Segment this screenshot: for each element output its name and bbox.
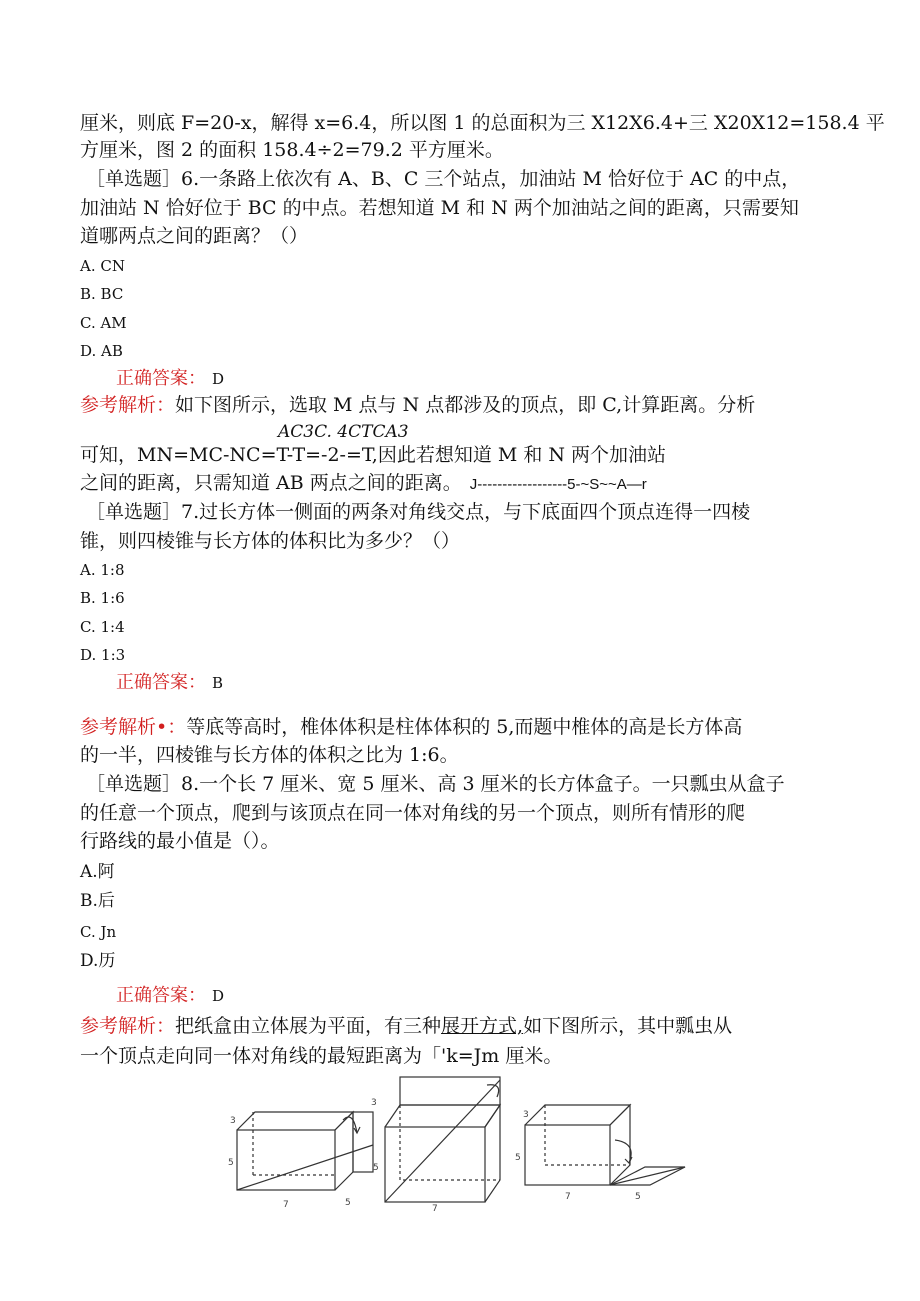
box-3-front <box>525 1125 610 1185</box>
box-3-label-length: 7 <box>565 1192 571 1202</box>
box-2-unfolded-face <box>400 1077 500 1105</box>
box-3-path <box>610 1167 685 1185</box>
q7-stem-line-1: ［单选题］7.过长方体一侧面的两条对角线交点，与下底面四个顶点连得一四棱 <box>86 501 751 523</box>
q7-option-c: C. 1:4 <box>80 618 125 636</box>
q6-option-a: A. CN <box>80 257 125 275</box>
box-1-label-height: 3 <box>230 1116 236 1126</box>
q8-option-a: A.阿 <box>80 862 115 882</box>
q5-text-line-1: 厘米，则底 F=20-x，解得 x=6.4，所以图 1 的总面积为三 X12X6.4+三 X20X12=158.4 平 <box>80 112 885 134</box>
box-2-side <box>485 1105 500 1202</box>
q6-stem-line-3: 道哪两点之间的距离？（） <box>80 225 309 247</box>
q6-analysis-diagram-text: J------------------5-~S~~A—r <box>469 476 647 493</box>
box-2 <box>385 1077 500 1202</box>
q6-stem-line-1: ［单选题］6.一条路上依次有 A、B、C 三个站点，加油站 M 恰好位于 AC 的中点， <box>86 168 801 190</box>
box-1-label-width: 5 <box>228 1158 234 1168</box>
q7-analysis-line-1 <box>80 715 742 739</box>
box-2-arrow <box>487 1085 499 1097</box>
q7-analysis-label: 参考解析•： <box>80 716 187 738</box>
q6-analysis-line-1 <box>80 393 755 417</box>
q8-stem-line-2: 的任意一个顶点，爬到与该顶点在同一体对角线的另一个顶点，则所有情形的爬 <box>80 802 746 824</box>
q8-answer <box>116 984 224 1008</box>
unfolding-figure-svg <box>225 1075 695 1215</box>
q7-option-d: D. 1:3 <box>80 646 126 664</box>
q8-option-c: C. Jn <box>80 923 117 941</box>
q6-analysis-fraction: AC3C. 4CTCA3 <box>278 422 409 442</box>
box-1-label-side: 5 <box>345 1198 351 1208</box>
q6-option-b: B. BC <box>80 285 124 303</box>
box-1 <box>237 1112 373 1190</box>
q6-stem-line-2: 加油站 N 恰好位于 BC 的中点。若想知道 M 和 N 两个加油站之间的距离，只需要知 <box>80 197 799 219</box>
box-3 <box>525 1105 685 1185</box>
box-2-path <box>385 1080 500 1202</box>
box-2-label-length: 7 <box>432 1204 438 1214</box>
q8-analysis-text-1c: 如下图所示，其中瓢虫从 <box>523 1015 733 1037</box>
box-3-arrow <box>615 1140 631 1163</box>
q8-answer-label: 正确答案： <box>116 985 206 1006</box>
box-1-unfolded-face <box>353 1112 373 1172</box>
q6-option-c: C. AM <box>80 314 127 332</box>
box-3-label-width: 5 <box>515 1153 521 1163</box>
box-1-front <box>237 1130 335 1190</box>
q8-analysis-text-1b: 展开方式, <box>441 1015 524 1037</box>
q8-answer-value: D <box>212 987 225 1005</box>
q6-analysis-label: 参考解析： <box>80 394 176 416</box>
q8-analysis-line-2: 一个顶点走向同一体对角线的最短距离为「'k=Jm 厘米。 <box>80 1045 563 1067</box>
box-2-front <box>385 1127 485 1202</box>
q6-analysis-line-3 <box>80 471 647 497</box>
q6-answer <box>116 367 224 391</box>
q8-analysis-label: 参考解析： <box>80 1015 176 1037</box>
q6-analysis-text-1: 如下图所示，选取 M 点与 N 点都涉及的顶点，即 C,计算距离。分析 <box>175 394 756 416</box>
q7-answer-value: B <box>212 674 224 692</box>
q8-option-b: B.后 <box>80 891 115 911</box>
box-2-label-height: 3 <box>371 1098 377 1108</box>
q7-answer-label: 正确答案： <box>116 672 206 693</box>
q8-analysis-text-1a: 把纸盒由立体展为平面，有三种 <box>175 1015 442 1037</box>
q7-analysis-text-1: 等底等高时，椎体体积是柱体体积的 5,而题中椎体的高是长方体高 <box>186 716 743 738</box>
q7-option-b: B. 1:6 <box>80 589 125 607</box>
q7-option-a: A. 1:8 <box>80 561 125 579</box>
q7-stem-line-2: 锥，则四棱锥与长方体的体积比为多少？（） <box>80 530 461 552</box>
q8-stem-line-1: ［单选题］8.一个长 7 厘米、宽 5 厘米、高 3 厘米的长方体盒子。一只瓢虫从盒子 <box>86 773 785 795</box>
q6-answer-label: 正确答案： <box>116 368 206 389</box>
q6-analysis-text-3: 之间的距离，只需知道 AB 两点之间的距离。 <box>80 472 462 494</box>
box-3-label-height: 3 <box>523 1110 529 1120</box>
box-3-label-side: 5 <box>635 1192 641 1202</box>
box-3-dims <box>515 1110 641 1202</box>
box-2-top <box>385 1105 500 1127</box>
box-2-label-width: 5 <box>373 1163 379 1173</box>
box-1-top <box>237 1112 353 1130</box>
q8-analysis-line-1 <box>80 1014 732 1038</box>
box-3-top <box>525 1105 630 1125</box>
q6-option-d: D. AB <box>80 342 123 360</box>
q5-text-line-2: 方厘米，图 2 的面积 158.4÷2=79.2 平方厘米。 <box>80 139 504 161</box>
q8-stem-line-3: 行路线的最小值是（）。 <box>80 830 280 852</box>
box-1-side <box>335 1112 353 1190</box>
q7-answer <box>116 671 223 695</box>
box-1-label-length: 7 <box>283 1200 289 1210</box>
q6-analysis-line-2: 可知，MN=MC-NC=T-T=-2-=T,因此若想知道 M 和 N 两个加油站 <box>80 444 667 466</box>
q6-answer-value: D <box>212 370 225 388</box>
box-3-hidden-edge <box>545 1105 630 1165</box>
unfolding-figure <box>225 1075 695 1215</box>
q7-analysis-line-2: 的一半，四棱锥与长方体的体积之比为 1:6。 <box>80 744 459 766</box>
q8-option-d: D.历 <box>80 951 116 971</box>
